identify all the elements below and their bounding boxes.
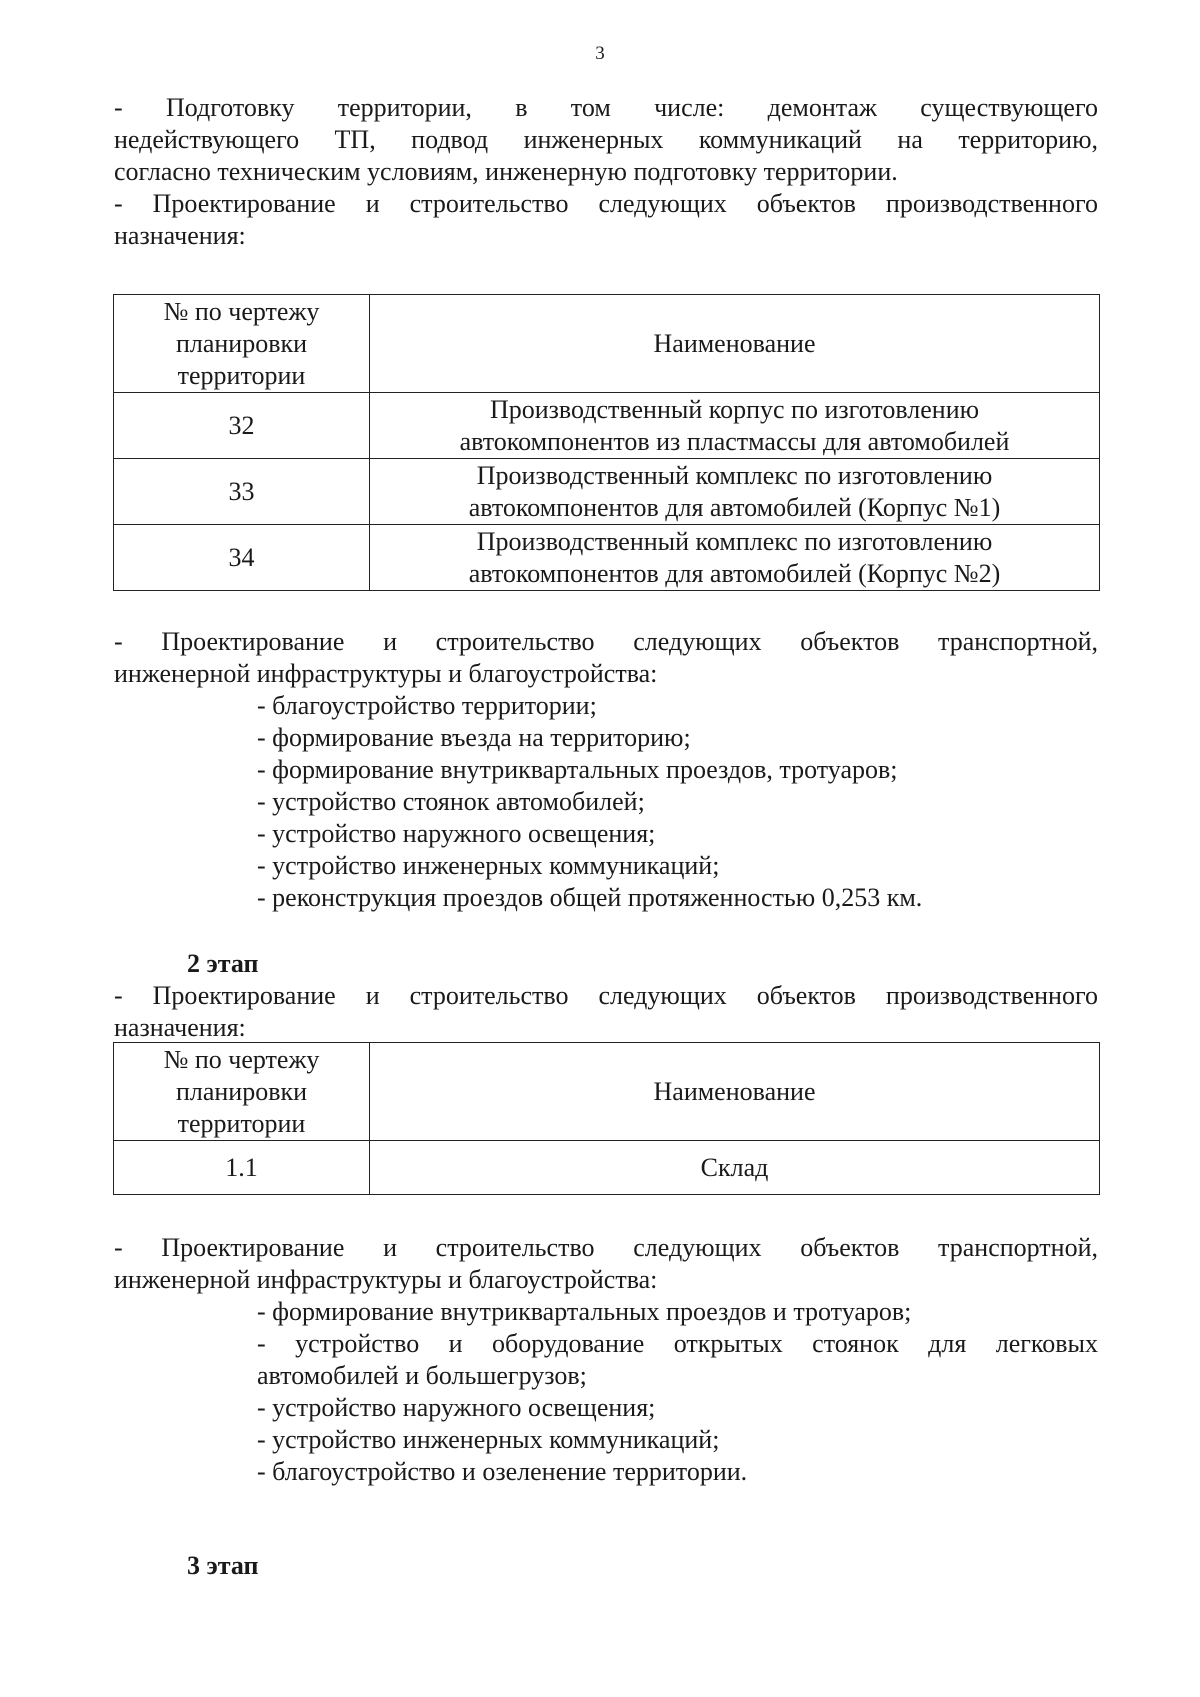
text-line: назначения: [114,1013,246,1042]
list-item: - устройство инженерных коммуникаций; [257,1425,720,1454]
header-cell-name: Наименование [370,295,1100,393]
header-cell-number [114,295,370,393]
cell-text-line: Производственный комплекс по изготовлению [476,460,993,490]
list-item: - благоустройство и озеленение территории. [257,1457,748,1486]
cell-text-line: Производственный корпус по изготовлению [489,394,980,424]
infrastructure-paragraph-stage2 [114,1232,1098,1296]
header-text-line: планировки [175,1076,308,1106]
cell-number: 32 [114,393,370,459]
stage-3-heading: 3 этап [187,1551,259,1580]
table-header-row [114,295,1100,393]
header-text-line: территории [177,1108,306,1138]
text-line: - Проектирование и строительство следующих объектов транспортной, [114,627,1098,656]
header-text-line: № по чертежу [163,1044,320,1074]
text-line: согласно техническим условиям, инженерную подготовку территории. [114,157,898,186]
list-item: - формирование внутриквартальных проездов и тротуаров; [257,1297,912,1326]
cell-name: Склад [370,1141,1100,1195]
stage-2-heading: 2 этап [187,949,259,978]
cell-name [370,525,1100,591]
list-item: - устройство инженерных коммуникаций; [257,851,720,880]
list-item: - устройство наружного освещения; [257,819,656,848]
list-item: - устройство и оборудование открытых стоянок для легковых [257,1329,1098,1358]
list-item: - формирование въезда на территорию; [257,723,691,752]
table-row [114,393,1100,459]
cell-number: 34 [114,525,370,591]
infrastructure-list-stage1 [257,690,1098,914]
infrastructure-paragraph-stage1 [114,626,1098,690]
page-number: 3 [595,43,605,64]
header-cell-number [114,1043,370,1141]
list-item: - благоустройство территории; [257,691,597,720]
cell-number: 33 [114,459,370,525]
infrastructure-list-stage2 [257,1296,1098,1488]
text-line: недействующего ТП, подвод инженерных коммуникаций на территорию, [114,125,1098,154]
text-line: инженерной инфраструктуры и благоустройства: [114,1265,658,1294]
production-objects-table-stage1 [113,294,1100,591]
header-cell-name: Наименование [370,1043,1100,1141]
intro-paragraph-preparation [114,92,1098,188]
production-objects-table-stage2 [113,1042,1100,1195]
text-line: - Проектирование и строительство следующих объектов производственного [114,189,1098,218]
text-line: - Проектирование и строительство следующих объектов производственного [114,981,1098,1010]
list-item: - формирование внутриквартальных проездов, тротуаров; [257,755,898,784]
cell-text-line: автокомпонентов для автомобилей (Корпус №2) [468,558,1001,588]
header-text-line: планировки [175,328,308,358]
text-line: назначения: [114,221,246,250]
header-text-line: № по чертежу [163,296,320,326]
table-row [114,459,1100,525]
table-header-row [114,1043,1100,1141]
list-item: - реконструкция проездов общей протяженностью 0,253 км. [257,883,923,912]
header-text-line: территории [177,360,306,390]
text-line: - Проектирование и строительство следующих объектов транспортной, [114,1233,1098,1262]
stage2-intro-paragraph [114,980,1098,1044]
list-item: - устройство стоянок автомобилей; [257,787,645,816]
table-row [114,525,1100,591]
cell-text-line: автокомпонентов из пластмассы для автомобилей [459,426,1010,456]
cell-number: 1.1 [114,1141,370,1195]
text-line: инженерной инфраструктуры и благоустройства: [114,659,658,688]
intro-paragraph-production [114,188,1098,252]
cell-name [370,393,1100,459]
list-item-continuation: автомобилей и большегрузов; [257,1361,587,1390]
cell-name [370,459,1100,525]
table-row [114,1141,1100,1195]
text-line: - Подготовку территории, в том числе: демонтаж существующего [114,93,1098,122]
cell-text-line: Производственный комплекс по изготовлению [476,526,993,556]
list-item: - устройство наружного освещения; [257,1393,656,1422]
cell-text-line: автокомпонентов для автомобилей (Корпус №1) [468,492,1001,522]
